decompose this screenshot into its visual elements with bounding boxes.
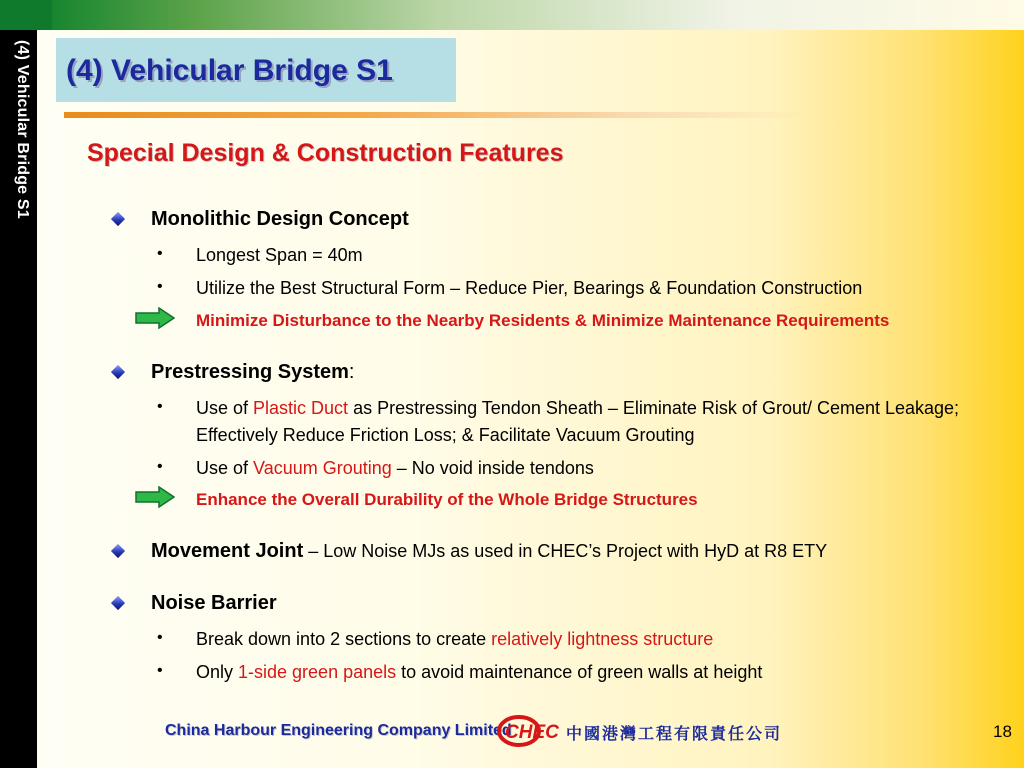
highlight-lightness-structure: relatively lightness structure [491, 629, 714, 649]
side-title: (4) Vehicular Bridge S1 [14, 40, 31, 219]
prestressing-bullet-1-line-2: Effectively Reduce Friction Loss; & Facilitate Vacuum Grouting [196, 425, 695, 445]
movement-joint-heading-text: Movement Joint [151, 540, 304, 562]
prestressing-heading-colon: : [348, 361, 355, 383]
prestressing-bullet-2 [196, 458, 594, 479]
noise-bullet-1 [196, 629, 713, 650]
chec-logo-icon [497, 715, 559, 747]
bullet-icon: • [157, 629, 163, 646]
right-arrow-icon [135, 307, 175, 329]
diamond-bullet-icon [111, 596, 125, 610]
slide-title: (4) Vehicular Bridge S1 [66, 54, 393, 87]
bullet-icon: • [157, 245, 163, 262]
movement-joint-description: – Low Noise MJs as used in CHEC’s Project with HyD at R8 ETY [303, 541, 828, 561]
text-run: Use of [196, 398, 254, 418]
text-run: Only [196, 662, 239, 682]
corner-block [0, 0, 52, 30]
section-heading-prestressing [151, 361, 354, 384]
monolithic-arrow-text: Minimize Disturbance to the Nearby Residents & Minimize Maintenance Requirements [196, 311, 890, 330]
footer-chinese-name: 中國港灣工程有限責任公司 [566, 726, 783, 743]
bullet-icon: • [157, 662, 163, 679]
text-run: Break down into 2 sections to create [196, 629, 492, 649]
text-run: – No void inside tendons [391, 458, 594, 478]
diamond-bullet-icon [111, 365, 125, 379]
noise-bullet-2 [196, 662, 762, 683]
diamond-bullet-icon [111, 544, 125, 558]
title-underline [64, 112, 814, 118]
right-arrow-icon [135, 486, 175, 508]
slide-subtitle: Special Design & Construction Features [87, 139, 564, 167]
prestressing-arrow-text: Enhance the Overall Durability of the Whole Bridge Structures [196, 490, 698, 509]
prestressing-heading-text: Prestressing System [151, 361, 349, 383]
section-heading-movement-joint [151, 540, 827, 563]
section-heading-monolithic: Monolithic Design Concept [151, 208, 409, 230]
bullet-icon: • [157, 458, 163, 475]
bullet-icon: • [157, 278, 163, 295]
svg-text:CHEC: CHEC [505, 722, 559, 743]
text-run: Use of [196, 458, 254, 478]
text-run: to avoid maintenance of green walls at height [396, 662, 763, 682]
top-gradient-strip [52, 0, 1024, 30]
prestressing-bullet-1 [196, 398, 959, 419]
page-number: 18 [993, 722, 1012, 741]
highlight-green-panels: 1-side green panels [238, 662, 397, 682]
text-run: as Prestressing Tendon Sheath – Eliminate Risk of Grout/ Cement Leakage; [348, 398, 960, 418]
diamond-bullet-icon [111, 212, 125, 226]
bullet-icon: • [157, 398, 163, 415]
section-heading-noise-barrier: Noise Barrier [151, 592, 277, 614]
footer-company-name: China Harbour Engineering Company Limited [165, 722, 512, 739]
highlight-vacuum-grouting: Vacuum Grouting [253, 458, 392, 478]
monolithic-bullet-1: Longest Span = 40m [196, 245, 363, 265]
monolithic-bullet-2: Utilize the Best Structural Form – Reduce Pier, Bearings & Foundation Construction [196, 278, 863, 298]
highlight-plastic-duct: Plastic Duct [253, 398, 349, 418]
